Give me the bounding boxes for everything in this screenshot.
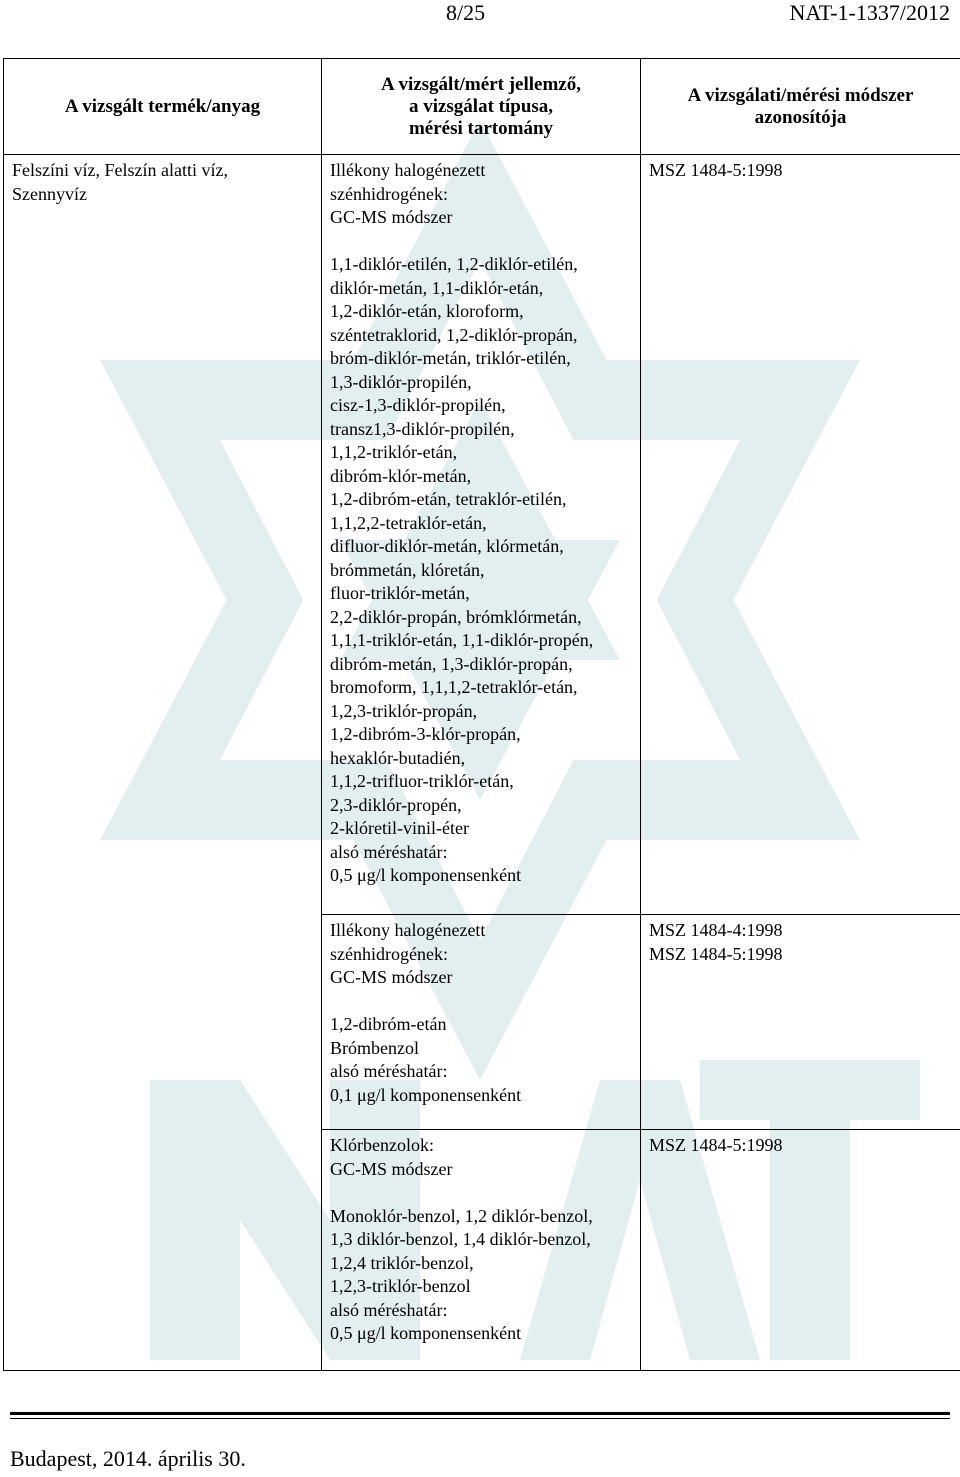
compound-line: 1,1,2,2-tetraklór-etán, <box>330 512 487 533</box>
method-standard: MSZ 1484-5:1998 <box>649 1135 783 1155</box>
header-method-line: azonosítója <box>754 106 847 128</box>
compound-line: 1,1,1-triklór-etán, 1,1-diklór-propén, <box>330 630 594 650</box>
compound-list <box>330 1013 632 1060</box>
accreditation-table <box>3 58 960 1371</box>
detection-limit-label: alsó méréshatár: <box>330 1061 448 1081</box>
compound-line: bromoform, 1,1,1,2-tetraklór-etán, <box>330 677 578 697</box>
method-cell <box>641 1130 960 1371</box>
compound-list <box>330 253 632 841</box>
method-standard: MSZ 1484-5:1998 <box>649 160 783 180</box>
document-id: NAT-1-1337/2012 <box>789 0 950 25</box>
header-method-line: A vizsgálati/mérési módszer <box>687 84 914 106</box>
header-parameter <box>322 59 641 155</box>
header-method <box>641 59 960 155</box>
compound-line: fluor-triklór-metán, <box>330 583 470 603</box>
compound-line: 2-klóretil-vinil-éter <box>330 818 469 838</box>
header-product <box>4 59 322 155</box>
compound-line: 1,2-dibróm-3-klór-propán, <box>330 724 521 744</box>
compound-line: 1,3 diklór-benzol, 1,4 diklór-benzol, <box>330 1229 591 1249</box>
footer-rule <box>10 1412 950 1415</box>
product-line: Szennyvíz <box>12 183 87 204</box>
method-standard: MSZ 1484-5:1998 <box>649 943 783 964</box>
method-cell <box>641 915 960 1130</box>
footer-rule-thin <box>10 1418 950 1419</box>
compound-line: difluor-diklór-metán, klórmetán, <box>330 536 564 556</box>
parameter-title: szénhidrogének: <box>330 943 448 964</box>
compound-line: dibróm-klór-metán, <box>330 465 472 486</box>
footer-date: Budapest, 2014. április 30. <box>10 1446 246 1471</box>
page-header <box>0 0 960 26</box>
compound-line: 1,2,3-triklór-benzol <box>330 1276 471 1296</box>
compound-line: 1,2,4 triklór-benzol, <box>330 1252 474 1273</box>
detection-limit-label: alsó méréshatár: <box>330 1299 448 1320</box>
compound-line: 2,2-diklór-propán, brómklórmetán, <box>330 606 582 627</box>
page-number: 8/25 <box>446 0 486 25</box>
compound-line: 1,3-diklór-propilén, <box>330 371 472 392</box>
compound-line: cisz-1,3-diklór-propilén, <box>330 395 506 415</box>
compound-line: diklór-metán, 1,1-diklór-etán, <box>330 277 544 298</box>
header-parameter-line: A vizsgált/mért jellemző, <box>381 73 581 95</box>
parameter-cell <box>322 1130 641 1371</box>
compound-line: bróm-diklór-metán, triklór-etilén, <box>330 348 571 368</box>
method-standard: MSZ 1484-4:1998 <box>649 920 783 940</box>
parameter-title: GC-MS módszer <box>330 1158 453 1179</box>
parameter-title: Klórbenzolok: <box>330 1135 434 1155</box>
compound-line: brómmetán, klóretán, <box>330 559 485 580</box>
parameter-title: szénhidrogének: <box>330 183 448 204</box>
table-row <box>4 155 960 915</box>
product-line: Felszíni víz, Felszín alatti víz, <box>12 160 228 180</box>
compound-list <box>330 1205 632 1299</box>
compound-line: 2,3-diklór-propén, <box>330 794 462 815</box>
compound-line: transz1,3-diklór-propilén, <box>330 418 515 439</box>
compound-line: 1,2-dibróm-etán <box>330 1014 447 1034</box>
parameter-title: GC-MS módszer <box>330 207 453 227</box>
compound-line: 1,2-diklór-etán, kloroform, <box>330 301 524 321</box>
compound-line: 1,1-diklór-etilén, 1,2-diklór-etilén, <box>330 254 578 274</box>
compound-line: Brómbenzol <box>330 1037 419 1058</box>
parameter-cell <box>322 915 641 1130</box>
compound-line: 1,1,2-triklór-etán, <box>330 442 458 462</box>
compound-line: 1,2,3-triklór-propán, <box>330 700 478 721</box>
product-cell <box>4 155 322 1371</box>
parameter-title: Illékony halogénezett <box>330 920 486 940</box>
header-parameter-line: mérési tartomány <box>408 117 554 139</box>
compound-line: széntetraklorid, 1,2-diklór-propán, <box>330 324 578 345</box>
detection-limit-value: 0,1 μg/l komponensenként <box>330 1084 522 1105</box>
parameter-title: GC-MS módszer <box>330 967 453 987</box>
detection-limit-label: alsó méréshatár: <box>330 841 448 862</box>
compound-line: hexaklór-butadién, <box>330 747 466 768</box>
detection-limit-value: 0,5 μg/l komponensenként <box>330 865 522 885</box>
compound-line: 1,2-dibróm-etán, tetraklór-etilén, <box>330 489 567 509</box>
compound-line: Monoklór-benzol, 1,2 diklór-benzol, <box>330 1205 593 1226</box>
method-cell <box>641 155 960 915</box>
parameter-title: Illékony halogénezett <box>330 160 486 180</box>
compound-line: 1,1,2-trifluor-triklór-etán, <box>330 771 514 791</box>
table-header-row <box>4 59 960 155</box>
header-parameter-line: a vizsgálat típusa, <box>408 95 554 117</box>
detection-limit-value: 0,5 μg/l komponensenként <box>330 1323 522 1343</box>
header-product-label: A vizsgált termék/anyag <box>64 95 261 117</box>
compound-line: dibróm-metán, 1,3-diklór-propán, <box>330 653 573 674</box>
parameter-cell <box>322 155 641 915</box>
